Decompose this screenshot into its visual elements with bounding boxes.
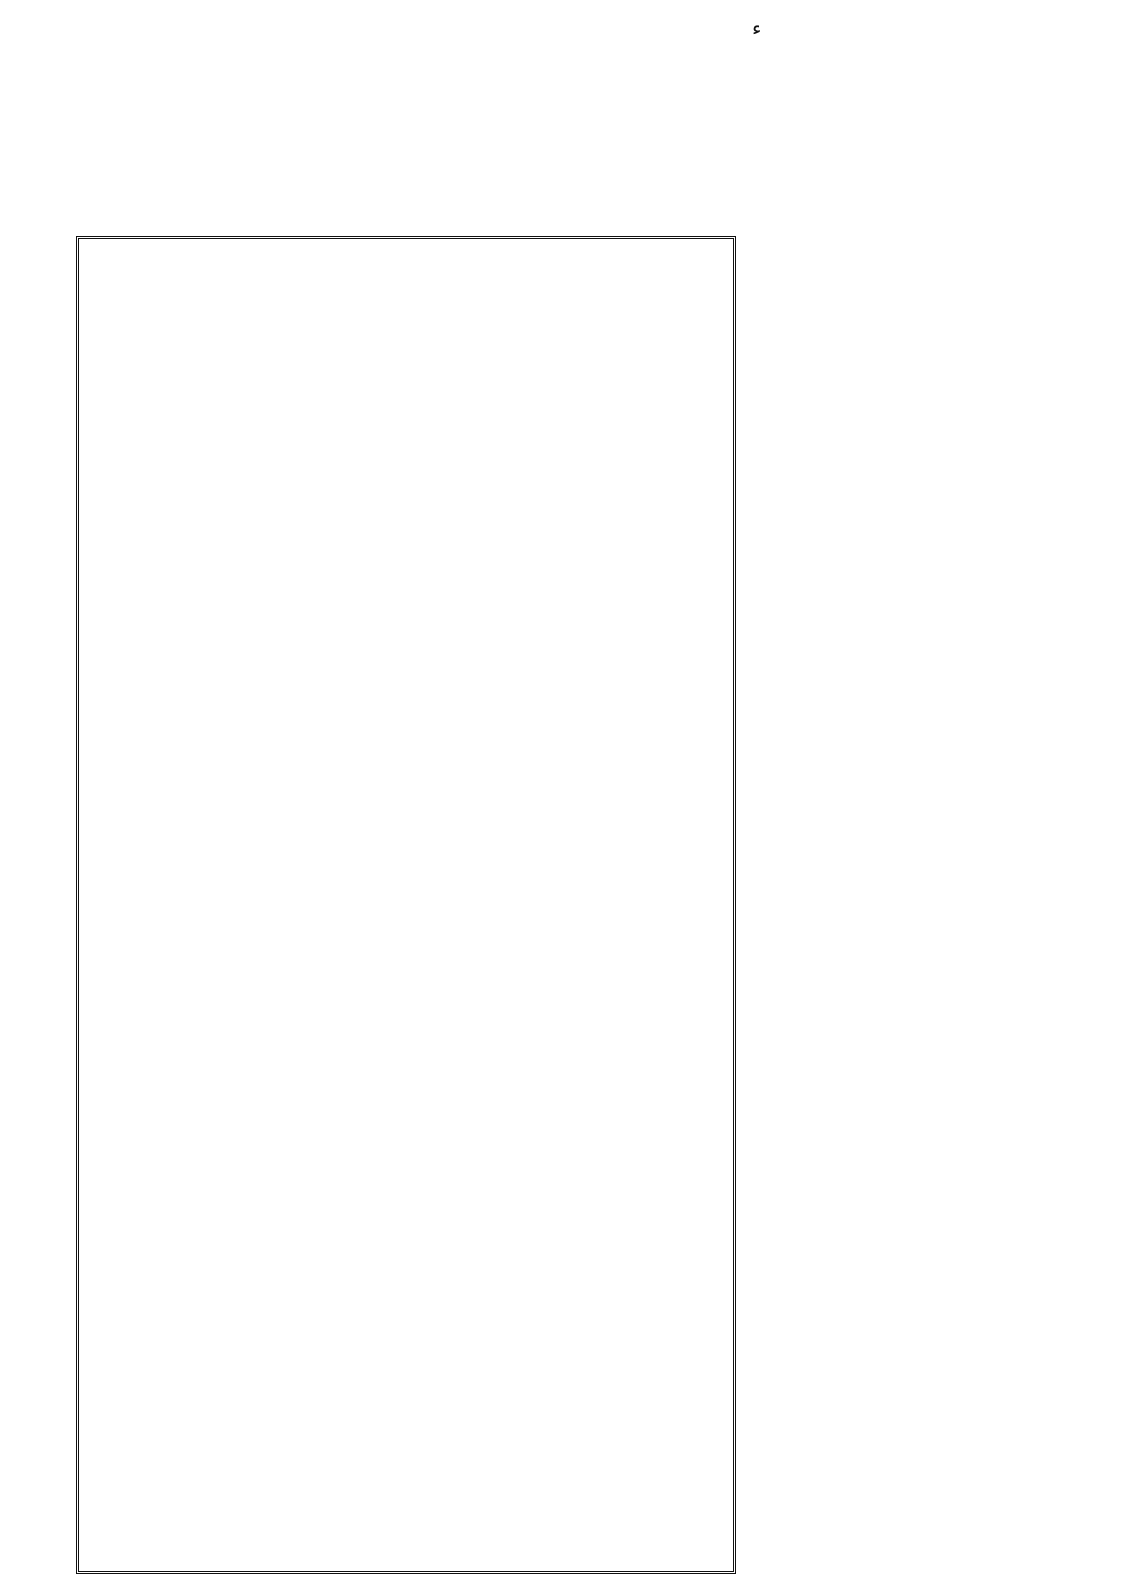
main-text-top	[82, 112, 1042, 236]
framed-commentary-text	[89, 247, 723, 1563]
top-mark: ء	[752, 16, 762, 40]
side-commentary	[746, 246, 1030, 1574]
framed-commentary-box	[76, 236, 736, 1574]
